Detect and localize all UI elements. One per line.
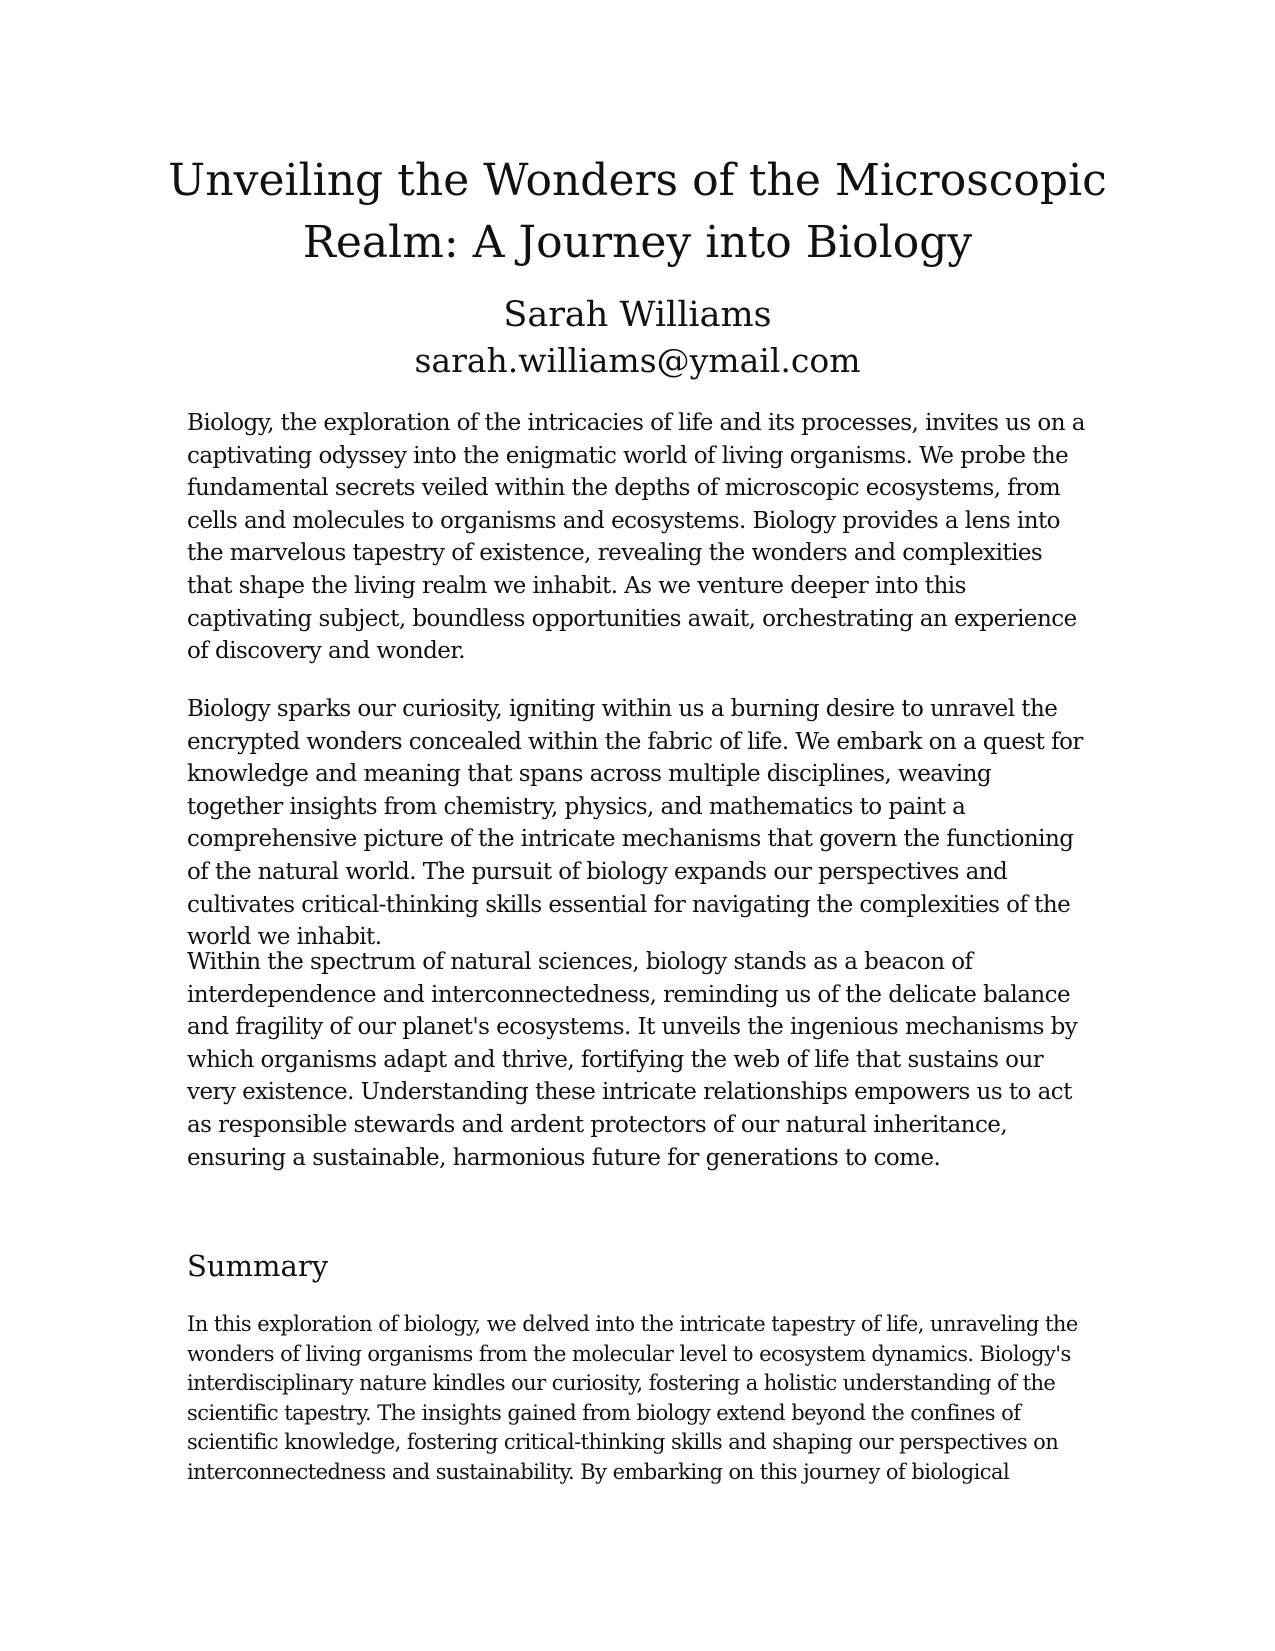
author-email: sarah.williams@ymail.com xyxy=(414,341,861,380)
summary-paragraph: In this exploration of biology, we delved into the intricate tapestry of life, unraveling the wonders of living organisms from the molecular level to ecosystem dynamics. Biology's interdisciplinary nature kindles our curiosity, fostering a holistic understanding of the scientific tapestry. The insights gained from biology extend beyond the confines of scientific knowledge, fostering critical-thinking skills and shaping our perspectives on interconnectedness and sustainability. By embarking on this journey of biological xyxy=(187,1312,1078,1484)
body-paragraph-2: Biology sparks our curiosity, igniting within us a burning desire to unravel the encrypted wonders concealed within the fabric of life. We embark on a quest for knowledge and meaning that spans across multiple disciplines, weaving together insights from chemistry, physics, and mathematics to paint a comprehensive picture of the intricate mechanisms that govern the functioning of the natural world. The pursuit of biology expands our perspectives and cultivates critical-thinking skills essential for navigating the complexities of the world we inhabit. xyxy=(187,696,1083,951)
body-paragraph-1: Biology, the exploration of the intricacies of life and its processes, invites us on a captivating odyssey into the enigmatic world of living organisms. We probe the fundamental secrets veiled within the depths of microscopic ecosystems, from cells and molecules to organisms and ecosystems. Biology provides a lens into the marvelous tapestry of existence, revealing the wonders and complexities that shape the living realm we inhabit. As we venture deeper into this captivating subject, boundless opportunities await, orchestrating an experience of discovery and wonder. xyxy=(187,410,1085,665)
body-paragraph-3: Within the spectrum of natural sciences, biology stands as a beacon of interdependence and interconnectedness, reminding us of the delicate balance and fragility of our planet's ecosystems. It unveils the ingenious mechanisms by which organisms adapt and thrive, fortifying the web of life that sustains our very existence. Understanding these intricate relationships empowers us to act as responsible stewards and ardent protectors of our natural inheritance, ensuring a sustainable, harmonious future for generations to come. xyxy=(187,949,1078,1171)
summary-heading: Summary xyxy=(187,1249,329,1283)
author-name: Sarah Williams xyxy=(503,295,772,335)
document-title: Unveiling the Wonders of the Microscopic Realm: A Journey into Biology xyxy=(168,155,1107,268)
